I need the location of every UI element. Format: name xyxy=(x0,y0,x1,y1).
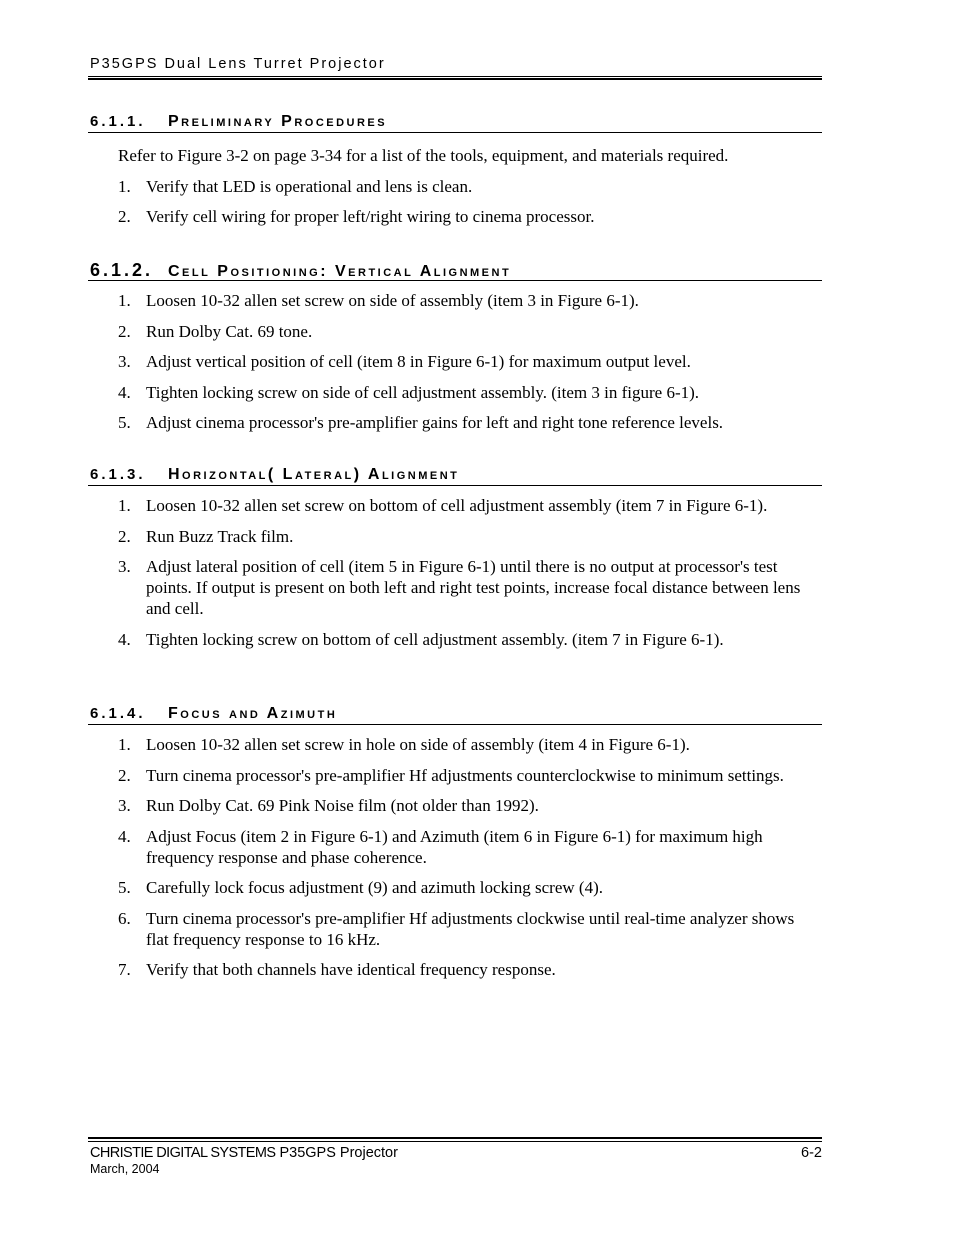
step-list xyxy=(88,290,822,433)
header-rule-thin xyxy=(88,76,822,77)
section-lateral-alignment xyxy=(88,465,822,659)
list-item: 2. Turn cinema processor's pre-amplifier Hf adjustments counterclockwise to minimum settings. xyxy=(118,765,784,785)
list-item: 4. Tighten locking screw on bottom of cell adjustment assembly. (item 7 in Figure 6-1). xyxy=(118,629,724,649)
footer-brand: CHRISTIE DIGITAL SYSTEMS xyxy=(90,1145,276,1161)
section-title: Horizontal( Lateral) Alignment xyxy=(168,466,460,483)
section-heading xyxy=(88,465,822,486)
list-item: 1. Loosen 10-32 allen set screw on bottom of cell adjustment assembly (item 7 in Figure 6-1). xyxy=(118,496,768,515)
footer-date: March, 2004 xyxy=(90,1162,160,1176)
section-heading xyxy=(88,704,822,725)
list-item: 1. Verify that LED is operational and lens is clean. xyxy=(118,176,473,196)
section-title: Focus and Azimuth xyxy=(168,705,338,722)
section-number: 6.1.1. xyxy=(90,113,146,130)
section-title: Preliminary Procedures xyxy=(168,113,388,130)
list-item: 5. Carefully lock focus adjustment (9) and azimuth locking screw (4). xyxy=(118,878,603,897)
footer-rule-thin xyxy=(88,1141,822,1142)
section-preliminary-procedures xyxy=(88,112,822,237)
list-item: 2. Verify cell wiring for proper left/right wiring to cinema processor. xyxy=(118,207,595,226)
list-item: 7. Verify that both channels have identical frequency response. xyxy=(118,960,556,979)
header-rule-thick xyxy=(88,78,822,80)
section-heading xyxy=(88,112,822,133)
list-item: 2. Run Buzz Track film. xyxy=(118,526,294,546)
footer-product: P35GPS Projector xyxy=(279,1145,398,1161)
list-item: 4. Adjust Focus (item 2 in Figure 6-1) and Azimuth (item 6 in Figure 6-1) for maximum high frequency response and phase coherence. xyxy=(118,826,763,867)
running-header: P35GPS Dual Lens Turret Projector xyxy=(90,56,386,72)
list-item: 3. Run Dolby Cat. 69 Pink Noise film (not older than 1992). xyxy=(118,796,539,815)
list-item: 5. Adjust cinema processor's pre-amplifier gains for left and right tone reference levels. xyxy=(118,413,724,432)
section-number: 6.1.2. xyxy=(90,260,154,280)
page-number: 6-2 xyxy=(801,1145,822,1161)
list-item: 1. Loosen 10-32 allen set screw on side of assembly (item 3 in Figure 6-1). xyxy=(118,291,639,310)
footer-rule-thick xyxy=(88,1137,822,1139)
list-item: 4. Tighten locking screw on side of cell adjustment assembly. (item 3 in figure 6-1). xyxy=(118,382,700,402)
list-item: 2. Run Dolby Cat. 69 tone. xyxy=(118,321,313,341)
section-focus-azimuth xyxy=(88,704,822,990)
list-item: 3. Adjust lateral position of cell (item 5 in Figure 6-1) until there is no output at processor's test points. If output is present on both left and right test points, increase focal distance between lens and cell. xyxy=(118,557,801,618)
section-number: 6.1.4. xyxy=(90,705,146,722)
section-vertical-alignment xyxy=(88,260,822,443)
section-title: Cell Positioning: Vertical Alignment xyxy=(168,263,512,280)
list-item: 6. Turn cinema processor's pre-amplifier Hf adjustments clockwise until real-time analyzer shows flat frequency response to 16 kHz. xyxy=(118,908,795,949)
footer-title xyxy=(90,1145,398,1161)
list-item: 3. Adjust vertical position of cell (item 8 in Figure 6-1) for maximum output level. xyxy=(118,352,691,371)
list-item: 1. Loosen 10-32 allen set screw in hole on side of assembly (item 4 in Figure 6-1). xyxy=(118,735,690,754)
step-list xyxy=(88,734,822,980)
step-list xyxy=(88,176,822,228)
step-list xyxy=(88,495,822,650)
section-number: 6.1.3. xyxy=(90,466,146,483)
section-heading xyxy=(88,260,822,281)
section-intro: Refer to Figure 3-2 on page 3-34 for a list of the tools, equipment, and materials required. xyxy=(118,146,729,165)
